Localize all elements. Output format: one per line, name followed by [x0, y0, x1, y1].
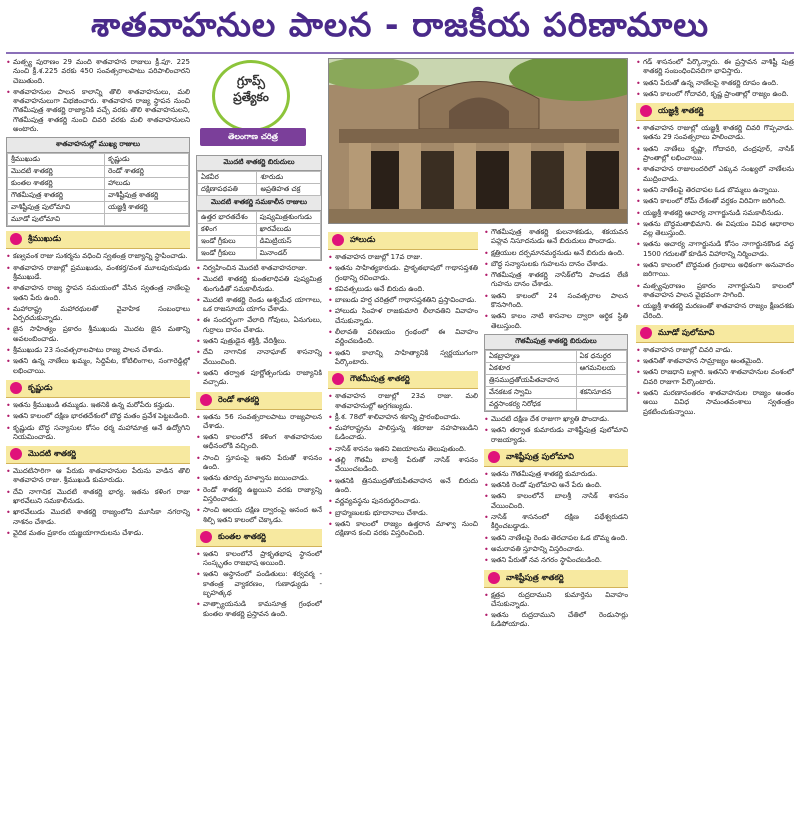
box-table — [7, 153, 189, 226]
paragraph: • యజ్ఞశ్రీ శాతకర్ణి ఆచార్య నాగార్జునుడి సమకాలీనుడు. — [636, 209, 794, 218]
section-heading-satakarni-2 — [196, 392, 322, 410]
paragraph: • నాసిక్ శాసనం ఇతని విజయాలను తెలుపుతుంది. — [328, 445, 478, 454]
column-1 — [6, 58, 190, 813]
table-cell: వాశిష్టీపుత్ర పులోమావి — [8, 202, 105, 214]
bullet-dot-icon — [200, 531, 212, 543]
bullet-dot-icon — [488, 572, 500, 584]
title-divider — [6, 52, 794, 54]
paragraph: • ఇతను తూర్పు మాళ్వాను జయించాడు. — [196, 474, 322, 483]
table-row — [8, 190, 189, 202]
table-row — [8, 166, 189, 178]
paragraph: • ఇతని కాలం నాటి శాసనాల ద్వారా ఆర్థిక స్థితి తెలుస్తుంది. — [484, 312, 628, 331]
section-heading-text: హాలుడు — [350, 235, 376, 244]
paragraph: • ఇతను రుద్రదాముని చేతిలో రెండుసార్లు ఓడిపోయాడు. — [484, 611, 628, 630]
paragraph: • ఇతనితో శాతవాహన సామ్రాజ్యం అంతమైంది. — [636, 357, 794, 366]
paragraph: • గౌతమీపుత్ర శాతకర్ణి నాసిక్‌లోని పాండవ లేణి గుహను దానం చేశాడు. — [484, 271, 628, 290]
section-heading-text: శ్రీముఖుడు — [28, 234, 62, 244]
box-table — [197, 211, 321, 260]
badge-line-1: గ్రూప్స్ — [237, 74, 265, 88]
paragraph: • ఇతను సాహిత్యకారుడు. ప్రాకృతభాషలో గాథాసప్తశతి గ్రంథాన్ని రచించాడు. — [328, 264, 478, 283]
table-row — [486, 398, 627, 410]
column-4 — [484, 228, 628, 813]
paragraph: • ఇతను గౌతమీపుత్ర శాతకర్ణి కుమారుడు. — [484, 470, 628, 479]
section-heading-text: రెండో శాతకర్ణి — [218, 394, 260, 404]
bullet-dot-icon — [200, 394, 212, 406]
major-kings-box — [6, 137, 190, 227]
paragraph: • ఇతని కాలాన్ని సాహిత్యానికి స్వర్ణయుగంగా పేర్కొంటారు. — [328, 349, 478, 368]
badge-line-2: ప్రత్యేకం — [233, 90, 269, 104]
section-heading-srimukha — [6, 231, 190, 249]
column-2 — [196, 152, 322, 812]
paragraph: • క్షత్రియుల దర్పమానమర్దనుడు అనే బిరుదు ఉంది. — [484, 249, 628, 258]
table-cell: కృష్ణుడు — [105, 154, 189, 166]
paragraph: • ఇతని కాలంలోనే ప్రాకృతభాష స్థానంలో సంస్కృతం రాజభాష అయింది. — [196, 550, 322, 569]
bullet-dot-icon — [488, 451, 500, 463]
table-row — [8, 214, 189, 226]
paragraph: • ఇతని కాలంలో గోదావరి, కృష్ణ ప్రాంతాల్లో రాజ్యం ఉంది. — [636, 90, 794, 99]
section-heading-text: కృష్ణుడు — [28, 382, 53, 392]
paragraph: • మొదటిసారిగా ఆ పేరుకు శాతవాహనుల పేరును వాడిన తొలి శాతవాహన రాజు. శ్రీముఖుడి కుమారుడు. — [6, 467, 190, 486]
paragraph: • ఇతని కాలంలో రోమ్ దేశంతో వర్తకం విరివిగా జరిగింది. — [636, 197, 794, 206]
gautamiputra-titles-box — [484, 334, 628, 412]
table-cell: దక్షిణాపథపతి — [198, 184, 257, 196]
table-cell — [576, 398, 626, 410]
paragraph: • శాతవాహన రాజుల్లో 17వ రాజు. — [328, 253, 478, 262]
table-cell: త్రిసముద్రతోయపీతవాహన — [486, 374, 577, 386]
table-row — [486, 362, 627, 374]
paragraph: • శాతవాహన రాజుల్లో యజ్ఞశ్రీ శాతకర్ణి చివరి గొప్పవాడు. ఇతను 29 సంవత్సరాలు పాలించాడు. — [636, 124, 794, 143]
table-cell: వేనకటక స్వామి — [486, 386, 577, 398]
paragraph: • శాతవాహన రాజుల్లో ప్రముఖుడు, వంశకర్త/వంశ మూలపురుషుడు శ్రీముఖుడే. — [6, 264, 190, 283]
table-cell: ఏకశూర — [486, 362, 577, 374]
section-heading-satakarni-1 — [6, 446, 190, 464]
paragraph: • ఇతని రాజధాని బళ్లారి. ఇతనిని శాతవాహనుల వంశంలో చివరి రాజుగా పేర్కొంటారు. — [636, 368, 794, 387]
paragraph: • సాంచి స్తూపంపై ఇతని పేరుతో శాసనం ఉంది. — [196, 454, 322, 473]
paragraph: • ఇతని పుత్రుడైన శక్తిశ్రీ, వేదిశ్రీలు. — [196, 337, 322, 346]
paragraph: • ఇతని కాలంలోనే కళింగ శాతవాహనుల ఆధీనంలోకి వచ్చింది. — [196, 433, 322, 452]
table-cell: యజ్ఞశ్రీ శాతకర్ణి — [105, 202, 189, 214]
table-cell: శ్రీముఖుడు — [8, 154, 105, 166]
table-cell: ఉత్తర భారతదేశం — [198, 212, 257, 224]
paragraph: • నిర్వహించిన మొదటి శాతవాహనరాజు. — [196, 264, 322, 273]
paragraph: • ఇతని పేరుతో ఉన్న నాణేలపై శాతకర్ణి రూపం ఉంది. — [636, 79, 794, 88]
paragraph: • లీలావతి పరిణయం గ్రంథంలో ఈ వివాహం వర్ణించబడింది. — [328, 328, 478, 347]
paragraph: • మత్స్య పురాణం 29 మంది శాతవాహన రాజులు క్రీ.పూ. 225 నుంచి క్రీ.శ.225 వరకు 450 సంవత్సరాలపాటు పరిపాలించారని చెబుతుంది. — [6, 58, 190, 86]
table-cell: ఖారవేలుడు — [256, 224, 320, 236]
paragraph: • వర్ణవ్యవస్థను పునరుద్ధరించాడు. — [328, 497, 478, 506]
paragraph: • జైన సాహిత్యం ప్రకారం శ్రీముఖుడు మొదట జైన మతాన్ని అవలంబించాడు. — [6, 325, 190, 344]
paragraph: • ఇతని కాలంలో రాజ్యం ఉత్తరాన మాళ్వా నుంచి దక్షిణాన కంచి వరకు విస్తరించింది. — [328, 520, 478, 539]
badge-ring — [212, 60, 290, 132]
paragraph: • ఇతని కాలంలో బౌద్ధమత గ్రంథాలు అధికంగా అనువాదం జరిగాయి. — [636, 261, 794, 280]
paragraph: • ఇతని నాణేలు కృష్ణా, గోదావరి, చంద్రపూర్, నాసిక్ ప్రాంతాల్లో లభించాయి. — [636, 145, 794, 164]
box-heading: మొదటి శాతకర్ణి సమకాలీన రాజులు — [197, 196, 321, 211]
paragraph: • హాలుడు సింహళ రాజకుమారి లీలావతిని వివాహం చేసుకున్నాడు. — [328, 307, 478, 326]
groups-special-badge — [200, 60, 306, 150]
column-5 — [636, 58, 794, 813]
paragraph: • ఈ సందర్భంగా వేలాది గోవులు, ఏనుగులు, గుర్రాలు దానం చేశాడు. — [196, 316, 322, 335]
bullet-dot-icon — [332, 373, 344, 385]
paragraph: • శాతవాహనుల పాలన కాలాన్ని తొలి శాతవాహనులు, మలి శాతవాహనులుగా విభజించారు. శాతవాహన రాజ్య స్థాపన నుంచి గౌతమీపుత్ర శాతకర్ణి రాజ్యానికి వచ్చే వరకు తొలి శాతవాహనులని, గౌతమీపుత్ర శాతకర్ణి నుంచి చివరి వరకు మలి శాతవాహనులని అంటారు. — [6, 88, 190, 134]
paragraph: • ఇతని కాలంలో 24 సంవత్సరాల పాలన కొనసాగింది. — [484, 292, 628, 311]
paragraph: • గడ్ శాసనంలో పేర్కొన్నారు. ఈ ప్రస్తావన వాశిష్టీ పుత్ర శాతకర్ణి సంబంధించినదిగా భావిస్తారు. — [636, 58, 794, 77]
paragraph: • దేవి నాగానిక మొదటి శాతకర్ణి భార్య. ఇతను కళింగ రాజు ఖారవేలుని సమకాలీనుడు. — [6, 488, 190, 507]
section-heading-pulomavi-3 — [636, 325, 794, 343]
table-row — [198, 236, 321, 248]
section-heading-text: గౌతమీపుత్ర శాతకర్ణి — [350, 374, 410, 384]
section-heading-yajnasri — [636, 103, 794, 121]
table-row — [198, 212, 321, 224]
paragraph: • తల్లి గౌతమీ బాలశ్రీ పేరుతో నాసిక్ శాసనం వేయించబడింది. — [328, 456, 478, 475]
table-cell: శూరుడు — [257, 172, 321, 184]
section-heading-vasishtiputra-satakarni — [484, 570, 628, 588]
paragraph: • బౌద్ధ సన్యాసులకు గుహలను దానం చేశాడు. — [484, 260, 628, 269]
paragraph: • కృష్ణుడు బౌద్ధ సన్యాసుల కోసం ధర్మ మహామాత్ర అనే ఉద్యోగిని నియమించాడు. — [6, 424, 190, 443]
paragraph: • శాతవాహన రాజుల్లో 23వ రాజు. మలి శాతవాహనుల్లో అగ్రగణ్యుడు. — [328, 392, 478, 411]
table-row — [198, 172, 321, 184]
table-cell: ఏక ధనుర్ధర — [576, 350, 626, 362]
section-heading-text: మూడో పులోమావి — [658, 327, 715, 337]
box-table — [197, 171, 321, 196]
paragraph: • మొదటి దక్షిణ దేశ రాజుగా ఖ్యాతి పొందాడు. — [484, 415, 628, 424]
paragraph: • మొదటి శాతకర్ణి కుంతలాధిపతి పుష్యమిత్ర శుంగుడితో సమకాలీనుడు. — [196, 275, 322, 294]
bullet-dot-icon — [640, 105, 652, 117]
bullet-dot-icon — [10, 448, 22, 460]
badge-ribbon: తెలంగాణ చరిత్ర — [200, 128, 306, 146]
paragraph: • సాంచి ఆలయ దక్షిణ ద్వారంపై ఆనంద అనే శిల్పి ఇతని కాలంలో చెక్కాడు. — [196, 506, 322, 525]
box-table — [485, 350, 627, 411]
table-cell: ఇండో గ్రీకులు — [198, 248, 257, 260]
paragraph: • మహారాష్ట్ర మహారథులతో వైవాహిక సంబంధాలు ఏర్పరచుకున్నాడు. — [6, 305, 190, 324]
table-cell: గౌతమీపుత్ర శాతకర్ణి — [8, 190, 105, 202]
table-cell — [105, 214, 189, 226]
paragraph: • ఇతను ఆచార్య నాగార్జునుడి కోసం నాగార్జునకొండ వద్ద 1500 గదులతో కూడిన విహారాన్ని నిర్మించాడు. — [636, 240, 794, 259]
paragraph: • రెండో శాతకర్ణి ఉజ్జయిని వరకు రాజ్యాన్ని విస్తరించాడు. — [196, 486, 322, 505]
table-cell: వర్ణసాంకర్య నిరోధక — [486, 398, 577, 410]
paragraph: • శాతవాహన రాజ్య స్థాపన సమయంలో వేసిన స్వతంత్ర నాణేలపై ఇతని పేరు ఉంది. — [6, 284, 190, 303]
paragraph: • ఇతని పేరుతో నవ నగరం స్థాపించబడింది. — [484, 556, 628, 565]
paragraph: • ఇతను శ్రీముఖుడి తమ్ముడు. ఇతనికి ఉన్న మరోపేరు కన్హుడు. — [6, 401, 190, 410]
paragraph: • శాతవాహన రాజుల్లో చివరి వాడు. — [636, 346, 794, 355]
table-cell: శకనిసూదన — [576, 386, 626, 398]
table-row — [8, 154, 189, 166]
table-cell: కుంతల శాతకర్ణి — [8, 178, 105, 190]
table-cell: ఆగమనిలయ — [576, 362, 626, 374]
table-cell: ఇండో గ్రీకులు — [198, 236, 257, 248]
table-cell: మినాండర్ — [256, 248, 320, 260]
satakarni-titles-box — [196, 155, 322, 261]
section-heading-text: కుంతల శాతకర్ణి — [218, 531, 266, 541]
paragraph: • ఇతని మరణానంతరం శాతవాహనుల రాజ్యం అంతం అయి వివిధ సామంతవంశాలు స్వతంత్రం ప్రకటించుకున్నాయి. — [636, 389, 794, 417]
paragraph: • ఇతని కాలంలో దక్షిణ భారతదేశంలో బౌద్ధ మతం ప్రవేశ పెట్టబడింది. — [6, 412, 190, 421]
paragraph: • ఇతనికి త్రిసముద్రతోయపీతవాహన అనే బిరుదు ఉంది. — [328, 477, 478, 496]
paragraph: • ఇతనికి రెండో పులోమావి అనే పేరు ఉంది. — [484, 481, 628, 490]
paragraph: • బ్రాహ్మణులకు భూదానాలు చేశాడు. — [328, 509, 478, 518]
table-row — [198, 184, 321, 196]
box-heading: శాతవాహనుల్లో ముఖ్య రాజులు — [7, 138, 189, 153]
paragraph: • ఇతని తర్వాత పూర్ణోత్సంగుడు రాజ్యానికి వచ్చాడు. — [196, 369, 322, 388]
bullet-dot-icon — [332, 234, 344, 246]
table-cell: వాశిష్టీపుత్ర శాతకర్ణి — [105, 190, 189, 202]
table-cell: రెండో శాతకర్ణి — [105, 166, 189, 178]
table-cell — [576, 374, 626, 386]
bullet-dot-icon — [10, 382, 22, 394]
section-heading-text: వాశిష్టీపుత్ర పులోమావి — [506, 451, 574, 461]
table-cell: కళింగ — [198, 224, 257, 236]
paragraph: • ఇతను బౌద్ధమతాభిమాని. ఈ విషయం వివిధ ఆధారాల వల్ల తెలుస్తుంది. — [636, 220, 794, 239]
bullet-dot-icon — [10, 233, 22, 245]
table-row — [486, 386, 627, 398]
paragraph: • ఖారవేలుడు మొదటి శాతకర్ణి రాజ్యంలోని మూసికా నగరాన్ని నాశనం చేశాడు. — [6, 508, 190, 527]
section-heading-text: వాశిష్టీపుత్ర శాతకర్ణి — [506, 572, 564, 582]
paragraph: • ఇతని నాణేలపై రెండు తెరచాపల ఓడ బొమ్మ ఉంది. — [484, 534, 628, 543]
paragraph: • ఇతని కాలంలోనే బాలశ్రీ నాసిక్ శాసనం వేయించింది. — [484, 492, 628, 511]
box-heading: మొదటి శాతకర్ణి బిరుదులు — [197, 156, 321, 171]
paragraph: • ఇతని ఆస్థానంలో పండితులు: శర్వవర్మ - కాతంత్ర వ్యాకరణం, గుణాఢ్యుడు - బృహత్కథ — [196, 570, 322, 598]
paragraph: • క్షత్రప రుద్రదాముని కుమార్తెను వివాహం చేసుకున్నాడు. — [484, 591, 628, 610]
table-row — [8, 178, 189, 190]
section-heading-hala — [328, 232, 478, 250]
section-heading-text: మొదటి శాతకర్ణి — [28, 449, 77, 459]
paragraph: • వైదిక మతం ప్రకారం యజ్ఞయాగాదులను చేశాడు. — [6, 529, 190, 538]
paragraph: • ఇతని నాణేలపై తెరచాపల ఓడ బొమ్మలు ఉన్నాయి. — [636, 186, 794, 195]
page-header — [0, 0, 800, 52]
table-cell: హాలుడు — [105, 178, 189, 190]
bullet-dot-icon — [640, 327, 652, 339]
table-row — [486, 374, 627, 386]
section-heading-krishna — [6, 380, 190, 398]
paragraph: • వాత్స్యాయనుడి కామసూత్ర గ్రంథంలో కుంతల శాతకర్ణి ప్రస్తావన ఉంది. — [196, 600, 322, 619]
table-cell: పుష్యమిత్రశుంగుడు — [256, 212, 320, 224]
section-heading-text: యజ్ఞశ్రీ శాతకర్ణి — [658, 106, 704, 116]
column-3 — [328, 228, 478, 813]
paragraph: • అమరావతి స్తూపాన్ని విస్తరించాడు. — [484, 545, 628, 554]
table-row — [198, 224, 321, 236]
table-cell: మూడో పులోమావి — [8, 214, 105, 226]
paragraph: • ఇతని ఉన్న నాణేలు ఖమ్మం, సిద్దిపేట, కోటిలింగాల, సంగారెడ్డిల్లో లభించాయి. — [6, 357, 190, 376]
paragraph: • కవివత్సలుడు అనే బిరుదు ఉంది. — [328, 285, 478, 294]
paragraph: • గౌతమీపుత్ర శాతకర్ణి కులనాశకుడు, శకయవన పహ్లవ నిసూదనుడు అనే బిరుదులు పొందాడు. — [484, 228, 628, 247]
section-heading-kuntala — [196, 529, 322, 547]
box-heading: గౌతమీపుత్ర శాతకర్ణి బిరుదులు — [485, 335, 627, 350]
paragraph: • శాతవాహన రాజులందరిలో ఎక్కువ సంఖ్యలో నాణేలను ముద్రించాడు. — [636, 165, 794, 184]
table-cell: ఏకవీర — [198, 172, 257, 184]
table-cell: డిమిట్రియస్ — [256, 236, 320, 248]
paragraph: • నాసిక్ శాసనంలో దక్షిణ పథేశ్వరుడని కీర్తించబడ్డాడు. — [484, 513, 628, 532]
paragraph: • ఇతని తర్వాత కుమారుడు వాశిష్టీపుత్ర పులోమావి రాజయ్యాడు. — [484, 426, 628, 445]
table-row — [198, 248, 321, 260]
page-title: శాతవాహనుల పాలన - రాజకీయ పరిణామాలు — [90, 5, 710, 44]
paragraph: • దేవి నాగానిక నానాఘాట్ శాసనాన్ని వేయించింది. — [196, 348, 322, 367]
cave-illustration — [329, 59, 628, 224]
paragraph: • శ్రీముఖుడు 23 సంవత్సరాలపాటు రాజ్య పాలన చేశాడు. — [6, 346, 190, 355]
table-row — [486, 350, 627, 362]
paragraph: • క్రీ.శ. 78లో శాలివాహన శకాన్ని ప్రారంభించాడు. — [328, 413, 478, 422]
paragraph: • ఇతను 56 సంవత్సరాలపాటు రాజ్యపాలన చేశాడు. — [196, 413, 322, 432]
paragraph: • బాణుడు హర్ష చరిత్రలో గాథాసప్తశతిని ప్రస్తావించాడు. — [328, 296, 478, 305]
section-heading-vasishtiputra-pulomavi — [484, 449, 628, 467]
paragraph: • కణ్వవంశ రాజు సుశర్మను వధించి స్వతంత్ర రాజ్యాన్ని స్థాపించాడు. — [6, 252, 190, 261]
table-cell: మొదటి శాతకర్ణి — [8, 166, 105, 178]
paragraph: • మత్స్యపురాణం ప్రకారం నాగార్జునుని కాలంలో శాతవాహన పాలన వైభవంగా సాగింది. — [636, 282, 794, 301]
cave-photo — [328, 58, 628, 224]
paragraph: • మొదటి శాతకర్ణి రెండు అశ్వమేధ యాగాలు, ఒక రాజసూయ యాగం చేశాడు. — [196, 296, 322, 315]
paragraph: • మహారాష్ట్రను పాలిస్తున్న శకరాజు నహపాణుడిని ఓడించాడు. — [328, 424, 478, 443]
paragraph: • యజ్ఞశ్రీ శాతకర్ణి మరణంతో శాతవాహన రాజ్యం క్షీణదశకు చేరింది. — [636, 302, 794, 321]
table-cell: ఏకబ్రాహ్మణ — [486, 350, 577, 362]
table-cell: అప్రతిహత చక్ర — [257, 184, 321, 196]
section-heading-gautamiputra — [328, 371, 478, 389]
table-row — [8, 202, 189, 214]
